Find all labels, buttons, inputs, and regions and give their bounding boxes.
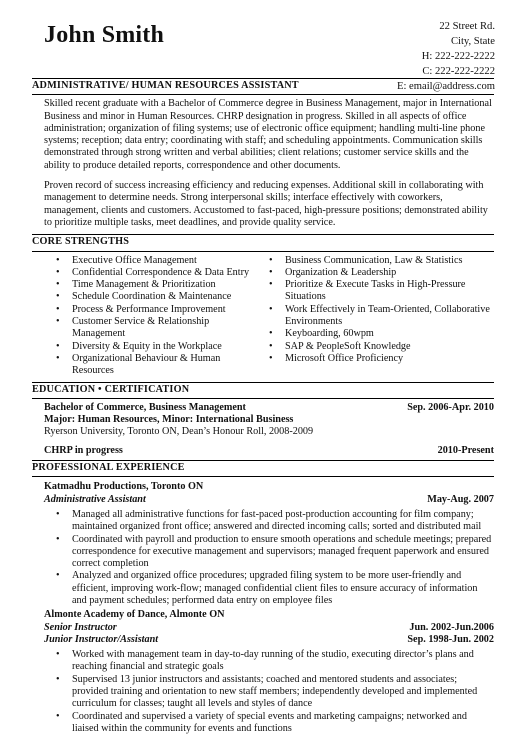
candidate-name: John Smith <box>44 22 165 48</box>
core-strengths-left <box>32 255 263 378</box>
divider <box>32 398 494 399</box>
list-item: • Executive Office Management <box>56 255 263 267</box>
job-title-heading: ADMINISTRATIVE/ HUMAN RESOURCES ASSISTANT <box>32 80 299 91</box>
company: Almonte Academy of Dance, Almonte ON <box>44 609 225 621</box>
core-strengths-heading: CORE STRENGTHS <box>32 236 130 248</box>
job-dates: Jun. 2002-Jun.2006 <box>409 621 494 633</box>
list-item: • Schedule Coordination & Maintenance <box>56 291 263 303</box>
experience-heading: PROFESSIONAL EXPERIENCE <box>32 462 185 474</box>
list-item: • Analyzed and organized office procedures; upgraded filing system to be more user-friendly and efficient, improving work-flow; managed confidential client files to ensure accuracy of information and payment schedules; performed data entry on employee files <box>56 570 494 607</box>
divider <box>32 94 494 95</box>
company: Katmadhu Productions, Toronto ON <box>44 481 204 493</box>
contact-cell-phone: C: 222-222-2222 <box>422 66 495 77</box>
job-role: Administrative Assistant <box>44 493 146 505</box>
job-role: Junior Instructor/Assistant <box>44 633 159 645</box>
job-entry <box>44 609 494 735</box>
certification: CHRP in progress <box>44 444 123 456</box>
job-dates: Sep. 1998-Jun. 2002 <box>407 633 494 645</box>
school: Ryerson University, Toronto ON, Dean’s Honour Roll, 2008-2009 <box>44 426 314 438</box>
list-item: • Microsoft Office Proficiency <box>269 353 494 365</box>
certification-dates: 2010-Present <box>437 444 494 456</box>
list-item: • Managed all administrative functions for fast-paced post-production accounting for film company; maintained organized front office; answered and directed incoming calls; sorted and distributed mail <box>56 509 494 534</box>
education-heading: EDUCATION • CERTIFICATION <box>32 383 190 395</box>
contact-home-phone: H: 222-222-2222 <box>421 51 495 62</box>
list-item: • Organization & Leadership <box>269 267 494 279</box>
divider <box>32 476 494 477</box>
list-item: • Supervised 13 junior instructors and assistants; coached and mentored students and associates; provided training and orientation to new staff members; independently developed and implemented curriculum for classes; taught all levels and styles of dance <box>56 674 494 711</box>
summary-paragraph: Proven record of success increasing efficiency and reducing expenses. Additional skill in collaborating with management to determine needs. Strong interpersonal skills; interface effectively with coworkers, management, clients and customers. Accustomed to fast-paced, high-pressure positions; demonstrated ability to prioritize multiple tasks, meet deadlines, and provide quality service. <box>44 180 488 228</box>
degree: Bachelor of Commerce, Business Management <box>44 401 246 413</box>
contact-email: E: email@address.com <box>396 81 495 92</box>
summary-paragraph: Skilled recent graduate with a Bachelor of Commerce degree in Business Management, major in International Business and minor in Human Resources. CHRP designation in progress. Skilled in all aspects of office administration; organization of filing systems; use of electronic office equipment; handling multi-line phone systems; reception; data entry; coordinating with staff; and scheduling appointments. Communication skills demonstrated through strong written and verbal abilities; client relations; customer service skills and the ability to produce detailed reports, correspondence and other documents. <box>44 98 492 171</box>
list-item: • Confidential Correspondence & Data Entry <box>56 267 263 279</box>
list-item: • Keyboarding, 60wpm <box>269 328 494 340</box>
core-strengths-right <box>263 255 494 378</box>
degree-major: Major: Human Resources, Minor: International Business <box>44 414 294 426</box>
degree-dates: Sep. 2006-Apr. 2010 <box>407 401 494 413</box>
list-item: • Coordinated with payroll and production to ensure smooth operations and schedule meetings; prepared correspondence for executive management and supervisors; managed frequent paperwork and ensured correct completion <box>56 534 494 571</box>
divider <box>32 251 494 252</box>
contact-street: 22 Street Rd. <box>439 21 495 32</box>
contact-city: City, State <box>450 36 495 47</box>
list-item: • Customer Service & Relationship Management <box>56 316 263 341</box>
education-entry <box>44 402 494 457</box>
job-entry <box>44 481 494 607</box>
list-item: • Organizational Behaviour & Human Resources <box>56 353 263 378</box>
list-item: • Process & Performance Improvement <box>56 304 263 316</box>
list-item: • Work Effectively in Team-Oriented, Collaborative Environments <box>269 304 494 329</box>
list-item: • Diversity & Equity in the Workplace <box>56 341 263 353</box>
list-item: • Coordinated and supervised a variety of special events and marketing campaigns; networked and liaised within the community for events and functions <box>56 711 494 735</box>
list-item: • Business Communication, Law & Statistics <box>269 255 494 267</box>
resume-body <box>32 78 494 735</box>
core-strengths-list <box>32 255 494 378</box>
job-dates: May-Aug. 2007 <box>427 493 494 505</box>
list-item: • Prioritize & Execute Tasks in High-Pressure Situations <box>269 279 494 304</box>
list-item: • SAP & PeopleSoft Knowledge <box>269 341 494 353</box>
list-item: • Time Management & Prioritization <box>56 279 263 291</box>
list-item: • Worked with management team in day-to-day running of the studio, executing director’s plans and reaching financial and strategic goals <box>56 649 494 674</box>
job-role: Senior Instructor <box>44 621 117 633</box>
